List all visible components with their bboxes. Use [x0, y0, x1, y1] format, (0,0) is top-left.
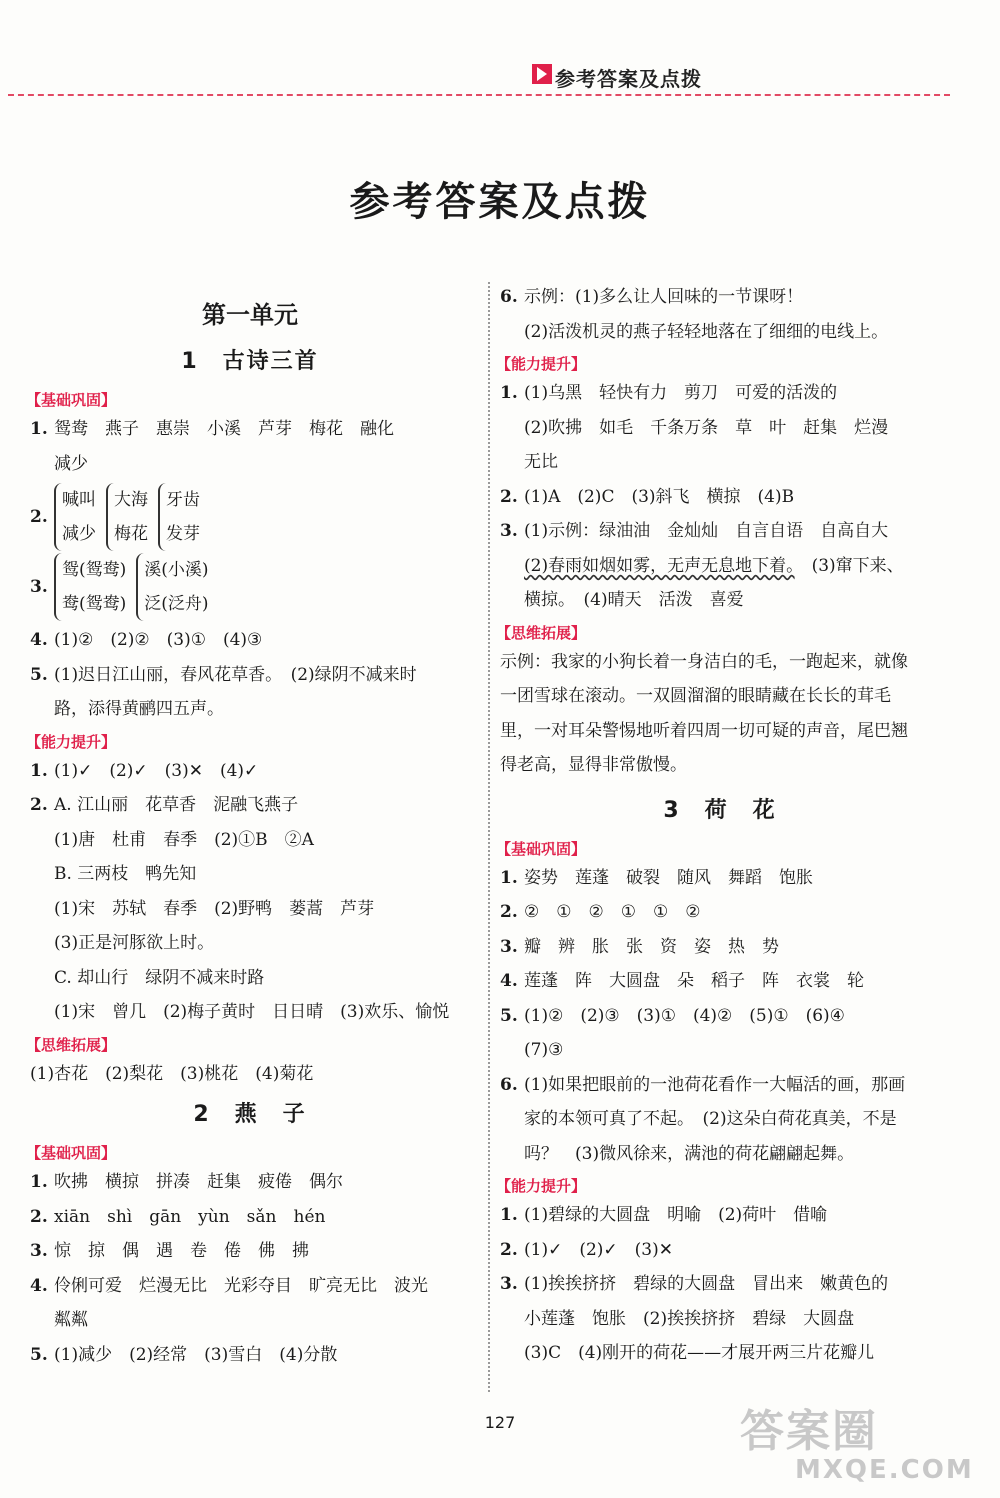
answer-line: 得老高，显得非常傲慢。: [500, 755, 687, 775]
answer-line: 5. (1)② (2)③ (3)① (4)② (5)① (6)④: [500, 999, 940, 1034]
answer-line: 吗？ (3)微风徐来，满池的荷花翩翩起舞。: [524, 1143, 855, 1164]
answer-line: 2. (1)✓ (2)✓ (3)✕: [500, 1233, 940, 1268]
running-header: [0, 58, 1000, 98]
question-number: 1.: [500, 1205, 518, 1225]
answer-line: 3. 惊 掠 偶 遇 卷 倦 佛 拂: [30, 1234, 470, 1269]
answer-line: (3)正是河豚欲上时。: [54, 933, 215, 953]
question-number: 3.: [30, 577, 48, 597]
answer-line: C. 却山行 绿阴不减来时路: [54, 967, 265, 988]
lesson-title: 1 古诗三首: [181, 349, 319, 374]
header-label: 参考答案及点拨: [555, 67, 702, 91]
question-number: 6.: [500, 1074, 518, 1095]
header-dashed-rule: [8, 94, 950, 96]
answer-line: 小莲蓬 饱胀 (2)挨挨挤挤 碧绿 大圆盘: [524, 1308, 855, 1329]
brace-group: 大海 梅花: [106, 483, 148, 551]
question-number: 3.: [30, 1241, 48, 1261]
answer-line: 减少: [54, 453, 88, 474]
section-tag: 【基础巩固】: [496, 839, 587, 858]
answer-line: 1. (1)✓ (2)✓ (3)✕ (4)✓: [30, 754, 470, 789]
section-tag: 【能力提升】: [26, 732, 117, 751]
answer-line: 6. (1)如果把眼前的一池荷花看作一大幅活的画，那画: [500, 1068, 940, 1103]
lesson-title: 2 燕 子: [193, 1102, 307, 1127]
answer-line: 横掠。 (4)晴天 活泼 喜爱: [524, 590, 744, 610]
question-number: 5.: [500, 1005, 518, 1026]
answer-line: 5. (1)减少 (2)经常 (3)雪白 (4)分散: [30, 1338, 470, 1373]
question-number: 3.: [500, 936, 518, 957]
section-tag: 【能力提升】: [496, 1177, 587, 1195]
answer-line: (7)③: [524, 1040, 564, 1060]
watermark-text: 答案圈: [740, 1406, 878, 1457]
answer-line: 2. (1)A (2)C (3)斜飞 横掠 (4)B: [500, 480, 940, 515]
brace-group: 牙齿 发芽: [158, 483, 200, 551]
question-number: 1.: [30, 1172, 48, 1192]
question-number: 2.: [500, 486, 518, 507]
section-tag: 【能力提升】: [496, 355, 587, 373]
answer-line: (1)宋 曾几 (2)梅子黄时 日日晴 (3)欢乐、愉悦: [54, 1002, 450, 1022]
question-number: 2.: [500, 902, 518, 922]
answer-line: (1)宋 苏轼 春季 (2)野鸭 蒌蒿 芦芽: [54, 898, 375, 919]
answer-line: 2. A. 江山丽 花草香 泥融飞燕子: [30, 788, 470, 823]
question-number: 5.: [30, 1344, 48, 1365]
watermark-logo: [740, 1395, 985, 1495]
answer-line: 里，一对耳朵警惕地听着四周一切可疑的声音，尾巴翘: [500, 720, 908, 741]
question-number: 4.: [30, 630, 48, 650]
brace-group: 溪(小溪) 泛(泛舟): [136, 553, 208, 621]
answer-line: 家的本领可真了不起。 (2)这朵白荷花真美，不是: [524, 1109, 897, 1129]
question-number: 4.: [30, 1275, 48, 1296]
answer-line: 示例：我家的小狗长着一身洁白的毛，一跑起来，就像: [500, 651, 908, 672]
question-number: 2.: [30, 795, 48, 815]
page-number: 127: [484, 1413, 516, 1432]
answer-line: 1. 姿势 莲蓬 破裂 随风 舞蹈 饱胀: [500, 861, 940, 896]
answer-line: (2)活泼机灵的燕子轻轻地落在了细细的电线上。: [524, 321, 889, 342]
question-number: 2.: [500, 1239, 518, 1260]
answer-q2: [30, 483, 470, 551]
question-number: 2.: [30, 507, 48, 527]
right-column: [496, 280, 940, 1371]
answer-line: B. 三两枝 鸭先知: [54, 864, 197, 884]
answer-line: 4. 莲蓬 阵 大圆盘 朵 稻子 阵 衣裳 轮: [500, 964, 940, 999]
brace-group: 鸳(鸳鸯) 鸯(鸳鸯): [54, 553, 126, 621]
question-number: 3.: [500, 1274, 518, 1294]
question-number: 5.: [30, 664, 48, 685]
answer-line: 3. (1)挨挨挤挤 碧绿的大圆盘 冒出来 嫩黄色的: [500, 1267, 940, 1302]
section-tag: 【思维拓展】: [26, 1035, 117, 1054]
page-title: 参考答案及点拨: [349, 179, 651, 225]
left-column: [26, 285, 470, 1372]
answer-line: 4. 伶俐可爱 烂漫无比 光彩夺目 旷亮无比 波光: [30, 1269, 470, 1304]
section-tag: 【基础巩固】: [26, 391, 117, 409]
question-number: 2.: [30, 1206, 48, 1227]
answer-line: 3. (1)示例：绿油油 金灿灿 自言自语 自高自大: [500, 514, 940, 549]
question-number: 6.: [500, 287, 518, 307]
question-number: 1.: [500, 867, 518, 888]
answer-line: 粼粼: [54, 1310, 88, 1330]
answer-line: 无比: [524, 452, 558, 472]
answer-line: 1. (1)乌黑 轻快有力 剪刀 可爱的活泼的: [500, 376, 940, 411]
section-tag: 【思维拓展】: [496, 623, 587, 642]
arrow-icon: [532, 64, 552, 84]
brace-group: 喊叫 减少: [54, 483, 96, 551]
answer-line: 2. xiān shì gān yùn sǎn hén: [30, 1200, 470, 1235]
answer-line: 5. (1)迟日江山丽，春风花草香。 (2)绿阴不减来时: [30, 658, 470, 693]
answer-line: (2)春雨如烟如雾，无声无息地下着。 (3)窜下来、: [524, 555, 904, 576]
watermark-url: MXQE.COM: [795, 1455, 974, 1485]
answer-line: (1)杏花 (2)梨花 (3)桃花 (4)菊花: [30, 1063, 314, 1084]
section-tag: 【基础巩固】: [26, 1144, 117, 1162]
lesson-title: 3 荷 花: [663, 797, 777, 823]
answer-q3: [30, 553, 470, 621]
unit-title: 第一单元: [202, 301, 298, 329]
question-number: 1.: [500, 383, 518, 403]
answer-line: 2. ② ① ② ① ① ②: [500, 895, 940, 930]
answer-line: 1. 鸳鸯 燕子 惠崇 小溪 芦芽 梅花 融化: [30, 412, 470, 447]
question-number: 4.: [500, 971, 518, 991]
column-divider: [488, 282, 490, 1392]
answer-line: (3)C (4)刚开的荷花——才展开两三片花瓣儿: [524, 1343, 875, 1363]
underlined-answer: (2)春雨如烟如雾，无声无息地下着。: [524, 555, 795, 576]
answer-line: 路，添得黄鹂四五声。: [54, 699, 224, 719]
answer-line: (2)吹拂 如毛 千条万条 草 叶 赶集 烂漫: [524, 417, 889, 438]
answer-line: 1. (1)碧绿的大圆盘 明喻 (2)荷叶 借喻: [500, 1198, 940, 1233]
answer-line: 3. 瓣 辨 胀 张 资 姿 热 势: [500, 930, 940, 965]
answer-line: 一团雪球在滚动。一双圆溜溜的眼睛藏在长长的茸毛: [500, 686, 891, 706]
question-number: 1.: [30, 419, 48, 439]
question-number: 1.: [30, 760, 48, 781]
answer-line: (1)唐 杜甫 春季 (2)①B ②A: [54, 829, 314, 850]
answer-line: 6. 示例：(1)多么让人回味的一节课呀！: [500, 280, 940, 315]
answer-line: 1. 吹拂 横掠 拼凑 赶集 疲倦 偶尔: [30, 1165, 470, 1200]
question-number: 3.: [500, 521, 518, 541]
answer-line: 4. (1)② (2)② (3)① (4)③: [30, 623, 470, 658]
